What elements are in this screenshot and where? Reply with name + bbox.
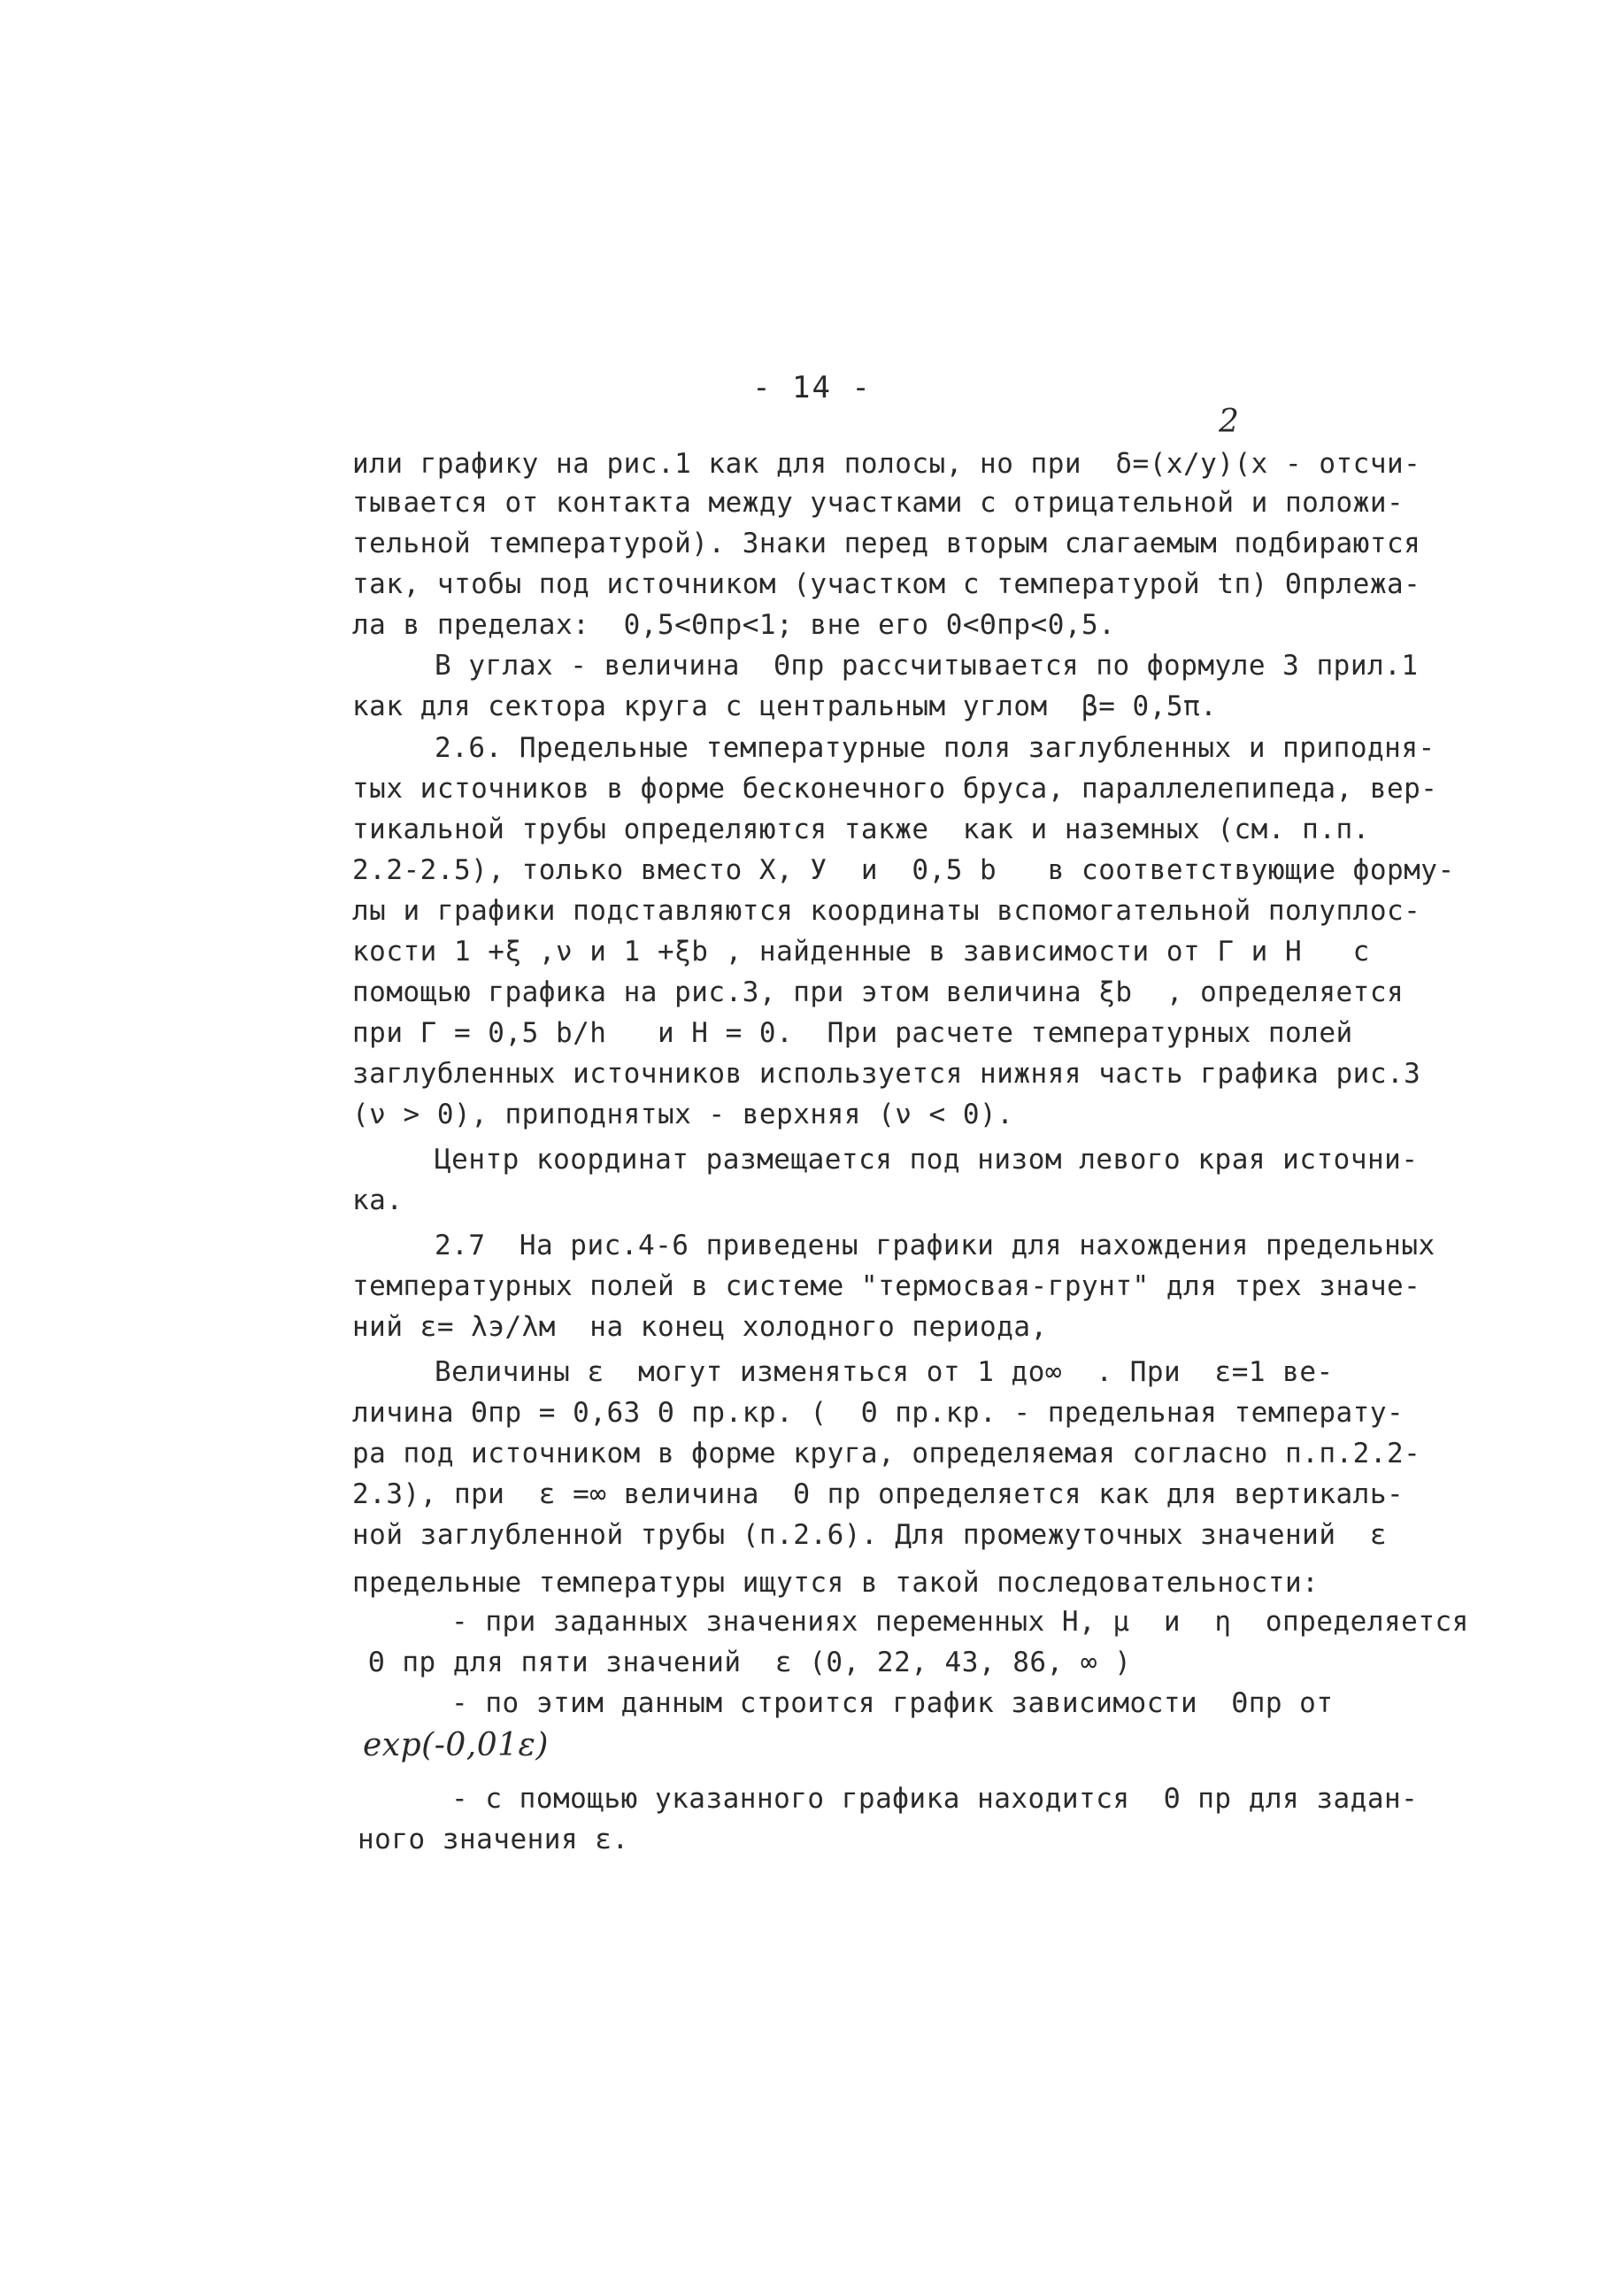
text-line: 2.2-2.5), только вместо X, У и 0,5 b в соответствующие форму- bbox=[352, 854, 1455, 886]
text-line: температурных полей в системе "термосвая-грунт" для трех значе- bbox=[352, 1270, 1421, 1302]
text-line: 2.3), при ε =∞ величина Θ пр определяется как для вертикаль- bbox=[352, 1478, 1405, 1510]
text-line: - при заданных значениях переменных Н, μ и η определяется bbox=[451, 1606, 1469, 1638]
page-number: - 14 - bbox=[752, 370, 872, 405]
text-line: ла в пределах: 0,5<Θпр<1; вне его 0<Θпр<0,5. bbox=[352, 609, 1116, 641]
text-line: Величины ε могут изменяться от 1 до∞ . При ε=1 ве- bbox=[435, 1356, 1334, 1388]
text-line: ной заглубленной трубы (п.2.6). Для промежуточных значений ε bbox=[352, 1519, 1387, 1551]
text-line: - по этим данным строится график зависимости Θпр от bbox=[451, 1687, 1334, 1719]
text-line: exp(-0,01ε) bbox=[363, 1727, 549, 1763]
text-line: помощью графика на рис.3, при этом величина ξb , определяется bbox=[352, 976, 1405, 1008]
text-line: тывается от контакта между участками с отрицательной и положи- bbox=[352, 487, 1405, 519]
text-line: (ν > 0), приподнятых - верхняя (ν < 0). bbox=[352, 1099, 1014, 1130]
text-line: Центр координат размещается под низом левого края источни- bbox=[435, 1144, 1419, 1176]
text-line: ка. bbox=[352, 1184, 404, 1216]
text-line: личина Θпр = 0,63 Θ пр.кр. ( Θ пр.кр. - предельная температу- bbox=[352, 1397, 1405, 1429]
text-line: при Г = 0,5 b/h и Н = 0. При расчете температурных полей bbox=[352, 1017, 1353, 1049]
text-line: тых источников в форме бесконечного бруса, параллелепипеда, вер- bbox=[352, 773, 1438, 805]
text-line: или графику на рис.1 как для полосы, но при δ=(x/y)(x - отсчи- bbox=[352, 448, 1421, 480]
text-line: 2.6. Предельные температурные поля заглубленных и приподня- bbox=[435, 732, 1435, 764]
text-line: ра под источником в форме круга, определяемая согласно п.п.2.2- bbox=[352, 1438, 1421, 1469]
text-line: так, чтобы под источником (участком с температурой tп) Θпрлежа- bbox=[352, 568, 1421, 600]
text-line: 2.7 На рис.4-6 приведены графики для нахождения предельных bbox=[435, 1230, 1435, 1261]
text-line: Θ пр для пяти значений ε (0, 22, 43, 86, ∞ ) bbox=[368, 1647, 1132, 1678]
text-line: В углах - величина Θпр рассчитывается по формуле 3 прил.1 bbox=[435, 650, 1419, 682]
text-line: лы и графики подставляются координаты вспомогательной полуплос- bbox=[352, 895, 1421, 927]
text-line: кости 1 +ξ ,ν и 1 +ξb , найденные в зависимости от Г и Н с bbox=[352, 936, 1370, 968]
text-line: предельные температуры ищутся в такой последовательности: bbox=[352, 1567, 1320, 1599]
text-line: тельной температурой). Знаки перед вторым слагаемым подбираются bbox=[352, 528, 1421, 559]
text-line: тикальной трубы определяются также как и наземных (см. п.п. bbox=[352, 814, 1370, 845]
text-line: - с помощью указанного графика находится Θ пр для задан- bbox=[451, 1783, 1419, 1815]
text-line: как для сектора круга с центральным углом β= 0,5π. bbox=[352, 690, 1218, 722]
text-line: 2 bbox=[1219, 404, 1240, 440]
text-line: ного значения ε. bbox=[358, 1824, 629, 1855]
text-line: заглубленных источников используется нижняя часть графика рис.3 bbox=[352, 1058, 1421, 1090]
text-line: ний ε= λэ/λм на конец холодного периода, bbox=[352, 1311, 1048, 1343]
